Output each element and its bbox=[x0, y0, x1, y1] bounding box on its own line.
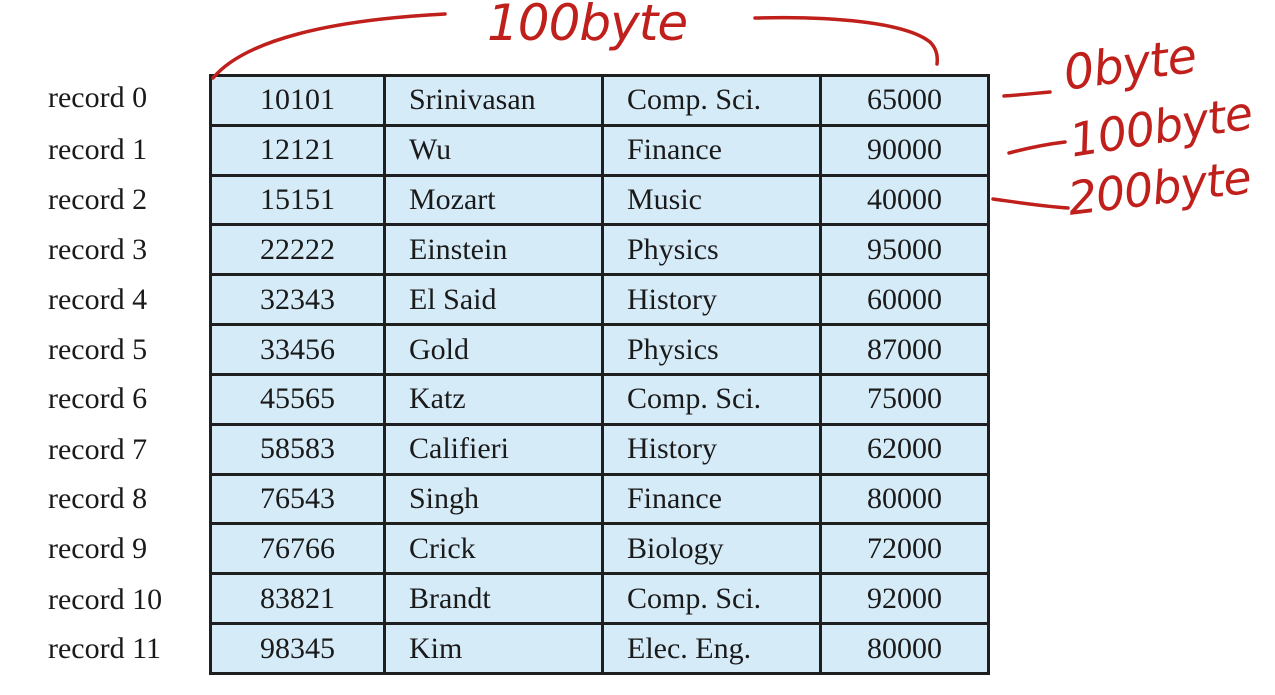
table-row bbox=[211, 574, 989, 624]
table-row bbox=[211, 275, 989, 325]
id-cell: 32343 bbox=[211, 275, 385, 325]
dept-cell: Biology bbox=[603, 524, 821, 574]
offset-0-annotation: 0byte bbox=[1060, 27, 1200, 102]
name-cell: El Said bbox=[385, 275, 603, 325]
dept-cell: Comp. Sci. bbox=[603, 574, 821, 624]
table-row bbox=[211, 374, 989, 424]
table-row bbox=[211, 225, 989, 275]
record-label: record 8 bbox=[48, 482, 148, 515]
name-cell: Einstein bbox=[385, 225, 603, 275]
id-cell: 76766 bbox=[211, 524, 385, 574]
dept-cell: History bbox=[603, 424, 821, 474]
table-row bbox=[211, 624, 989, 674]
dept-cell: Music bbox=[603, 175, 821, 225]
id-cell: 12121 bbox=[211, 125, 385, 175]
table-row bbox=[211, 424, 989, 474]
salary-cell: 40000 bbox=[821, 175, 989, 225]
salary-cell: 75000 bbox=[821, 374, 989, 424]
dept-cell: Elec. Eng. bbox=[603, 624, 821, 674]
salary-cell: 92000 bbox=[821, 574, 989, 624]
id-cell: 45565 bbox=[211, 374, 385, 424]
dept-cell: Comp. Sci. bbox=[603, 76, 821, 126]
record-label: record 10 bbox=[48, 583, 163, 616]
salary-cell: 65000 bbox=[821, 76, 989, 126]
record-label: record 4 bbox=[48, 283, 148, 316]
record-label: record 3 bbox=[48, 233, 148, 266]
offset-0-leader bbox=[1004, 92, 1050, 96]
name-cell: Katz bbox=[385, 374, 603, 424]
table-row bbox=[211, 325, 989, 375]
name-cell: Srinivasan bbox=[385, 76, 603, 126]
id-cell: 58583 bbox=[211, 424, 385, 474]
id-cell: 76543 bbox=[211, 474, 385, 524]
dept-cell: History bbox=[603, 275, 821, 325]
name-cell: Singh bbox=[385, 474, 603, 524]
dept-cell: Comp. Sci. bbox=[603, 374, 821, 424]
salary-cell: 87000 bbox=[821, 325, 989, 375]
dept-cell: Finance bbox=[603, 125, 821, 175]
id-cell: 22222 bbox=[211, 225, 385, 275]
id-cell: 15151 bbox=[211, 175, 385, 225]
table-row bbox=[211, 524, 989, 574]
dept-cell: Physics bbox=[603, 225, 821, 275]
table-row bbox=[211, 474, 989, 524]
name-cell: Kim bbox=[385, 624, 603, 674]
id-cell: 83821 bbox=[211, 574, 385, 624]
salary-cell: 72000 bbox=[821, 524, 989, 574]
id-cell: 98345 bbox=[211, 624, 385, 674]
record-label: record 5 bbox=[48, 333, 148, 366]
table-row bbox=[211, 76, 989, 126]
id-cell: 33456 bbox=[211, 325, 385, 375]
record-label: record 7 bbox=[48, 433, 148, 466]
salary-cell: 60000 bbox=[821, 275, 989, 325]
table-row bbox=[211, 125, 989, 175]
name-cell: Crick bbox=[385, 524, 603, 574]
record-label: record 9 bbox=[48, 532, 148, 565]
offset-2-leader bbox=[993, 199, 1068, 208]
salary-cell: 62000 bbox=[821, 424, 989, 474]
dept-cell: Finance bbox=[603, 474, 821, 524]
record-label: record 11 bbox=[48, 632, 161, 665]
salary-cell: 80000 bbox=[821, 624, 989, 674]
record-size-brace-left bbox=[213, 14, 445, 78]
name-cell: Mozart bbox=[385, 175, 603, 225]
name-cell: Brandt bbox=[385, 574, 603, 624]
offset-1-annotation: 100byte bbox=[1065, 85, 1256, 168]
offset-2-annotation: 200byte bbox=[1064, 149, 1254, 226]
salary-cell: 90000 bbox=[821, 125, 989, 175]
record-label: record 0 bbox=[48, 81, 148, 114]
record-table bbox=[209, 74, 990, 675]
record-label: record 1 bbox=[48, 133, 148, 166]
name-cell: Wu bbox=[385, 125, 603, 175]
record-label: record 2 bbox=[48, 183, 148, 216]
salary-cell: 80000 bbox=[821, 474, 989, 524]
name-cell: Gold bbox=[385, 325, 603, 375]
record-size-brace-right bbox=[755, 18, 937, 64]
offset-1-leader bbox=[1009, 142, 1065, 153]
dept-cell: Physics bbox=[603, 325, 821, 375]
record-size-annotation: 100byte bbox=[487, 0, 688, 52]
table-row bbox=[211, 175, 989, 225]
name-cell: Califieri bbox=[385, 424, 603, 474]
salary-cell: 95000 bbox=[821, 225, 989, 275]
id-cell: 10101 bbox=[211, 76, 385, 126]
record-label: record 6 bbox=[48, 382, 148, 415]
